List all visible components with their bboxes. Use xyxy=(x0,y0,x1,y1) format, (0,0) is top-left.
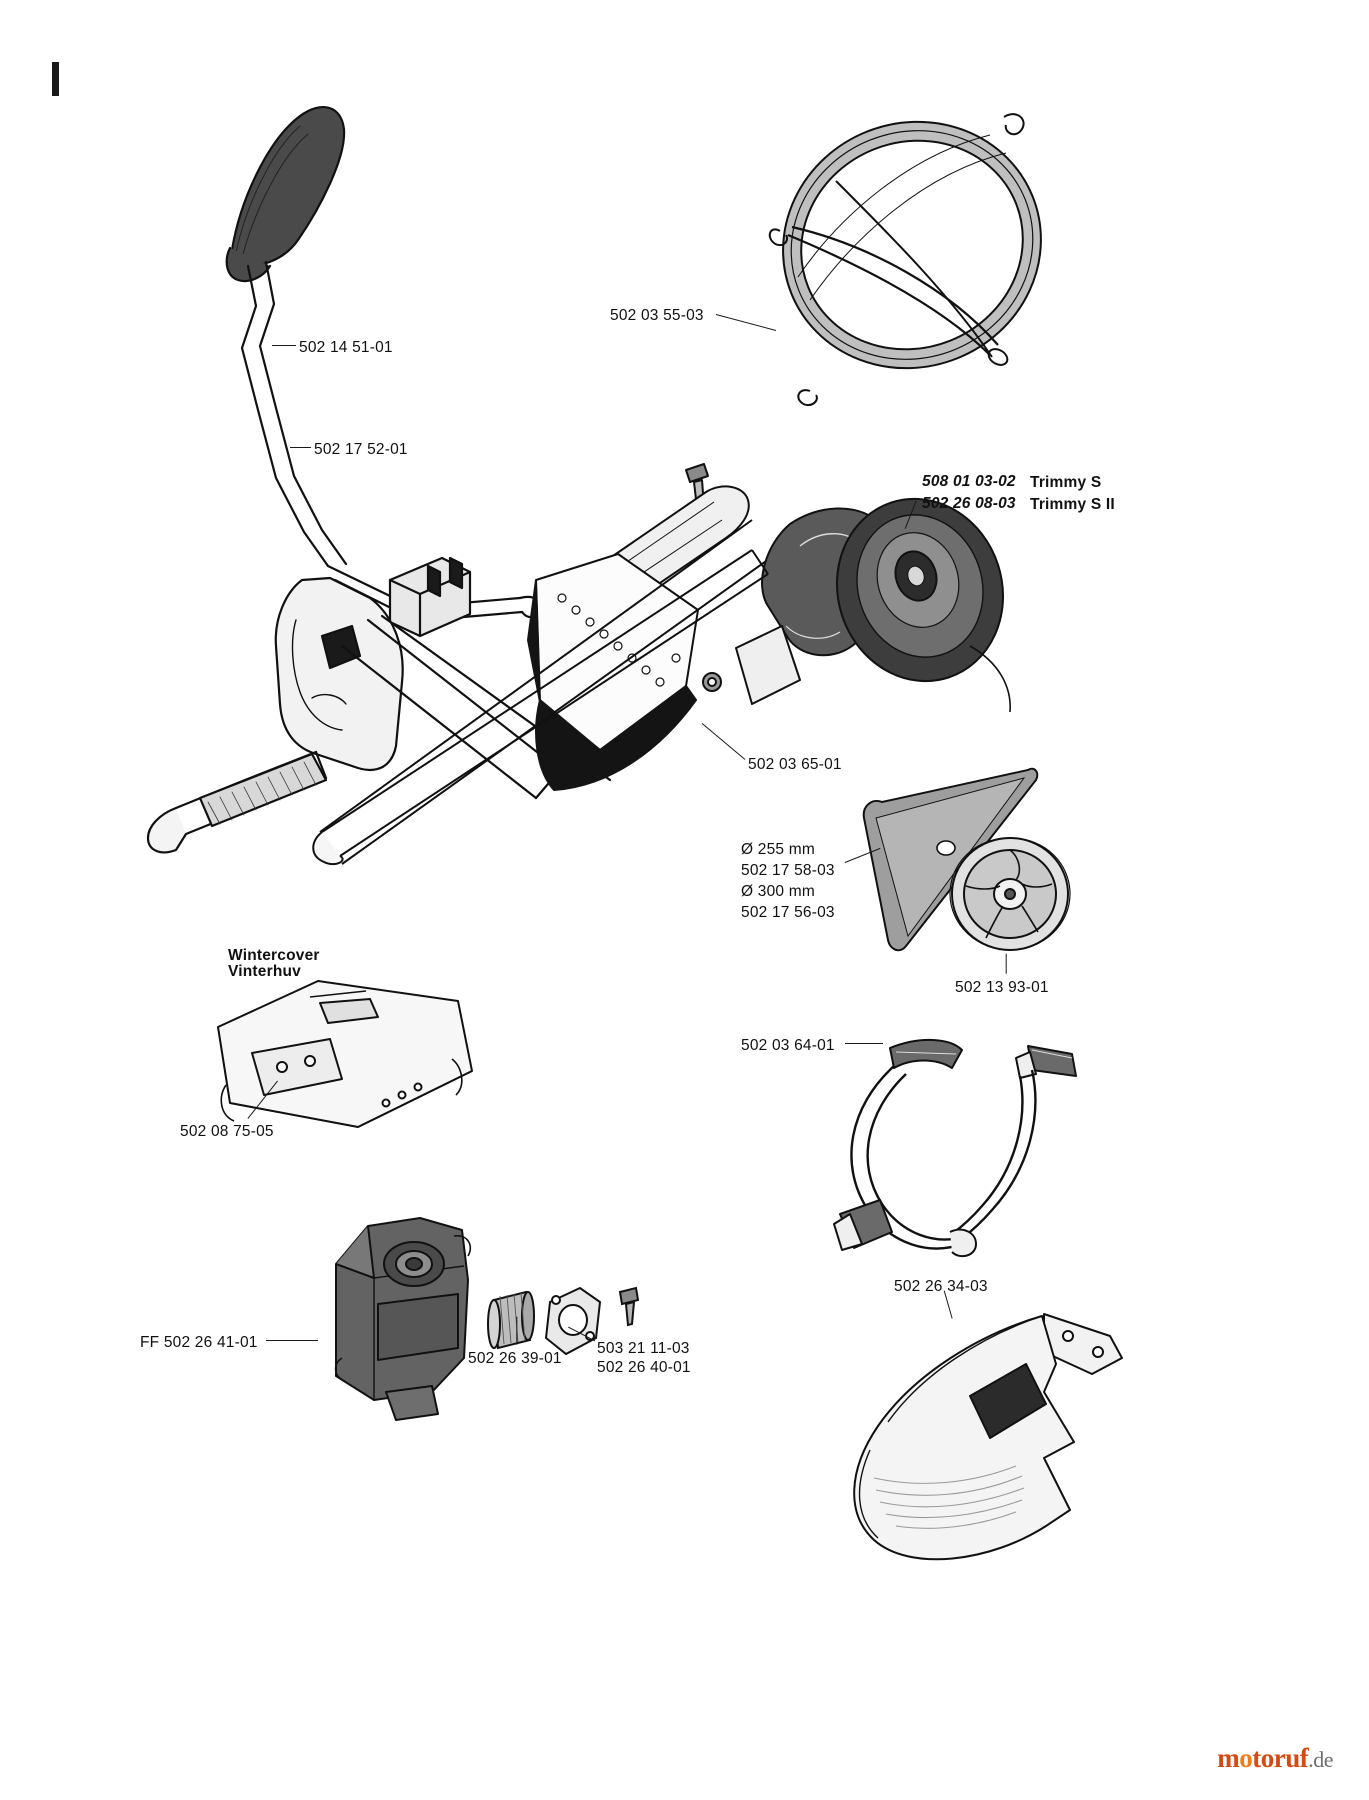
label-blade-300-size: Ø 300 mm xyxy=(741,883,815,900)
leader-muffler xyxy=(266,1340,318,1341)
label-wintercover-sv: Vinterhuv xyxy=(228,963,302,980)
leader-shoulder-strap xyxy=(845,1043,883,1044)
label-shaft-guard: 502 03 65-01 xyxy=(748,756,842,773)
shaft-tube-illustration xyxy=(300,560,780,890)
leader-handle-grip xyxy=(272,345,296,346)
label-muffler: FF 502 26 41-01 xyxy=(140,1334,258,1351)
shoulder-strap-illustration xyxy=(810,1018,1110,1268)
label-deflector: 502 26 34-03 xyxy=(894,1278,988,1295)
label-trimmer-head-s-name: Trimmy S xyxy=(1030,474,1102,491)
label-shoulder-strap: 502 03 64-01 xyxy=(741,1037,835,1054)
section-mark xyxy=(52,62,59,96)
label-wintercover-en: Wintercover xyxy=(228,947,320,964)
label-trimmer-head-s: 508 01 03-02 xyxy=(922,473,1016,490)
leader-muffler-insert xyxy=(516,1317,517,1345)
deflector-illustration xyxy=(830,1300,1150,1570)
label-muffler-insert: 502 26 39-01 xyxy=(468,1350,562,1367)
leader-pulley xyxy=(1005,954,1006,974)
watermark xyxy=(1217,1743,1333,1774)
leader-handle-bar xyxy=(290,447,311,448)
harness-loop-illustration xyxy=(740,95,1080,425)
label-gasket: 502 26 40-01 xyxy=(597,1359,691,1376)
label-handle-grip: 502 14 51-01 xyxy=(299,339,393,356)
label-trimmer-head-sii: 502 26 08-03 xyxy=(922,495,1016,512)
label-handle-bar: 502 17 52-01 xyxy=(314,441,408,458)
label-blade-300-number: 502 17 56-03 xyxy=(741,904,835,921)
watermark-part1: m xyxy=(1217,1743,1240,1773)
label-harness-loop: 502 03 55-03 xyxy=(610,307,704,324)
label-screw: 503 21 11-03 xyxy=(597,1340,690,1357)
label-wintercover-number: 502 08 75-05 xyxy=(180,1123,274,1140)
label-trimmer-head-sii-name: Trimmy S II xyxy=(1030,496,1115,513)
watermark-suffix: .de xyxy=(1308,1747,1333,1772)
label-blade-255-number: 502 17 58-03 xyxy=(741,862,835,879)
watermark-part3: toruf xyxy=(1252,1743,1309,1773)
label-blade-255-size: Ø 255 mm xyxy=(741,841,815,858)
label-pulley: 502 13 93-01 xyxy=(955,979,1049,996)
pulley-illustration xyxy=(942,832,1082,962)
watermark-part2: o xyxy=(1239,1743,1253,1773)
